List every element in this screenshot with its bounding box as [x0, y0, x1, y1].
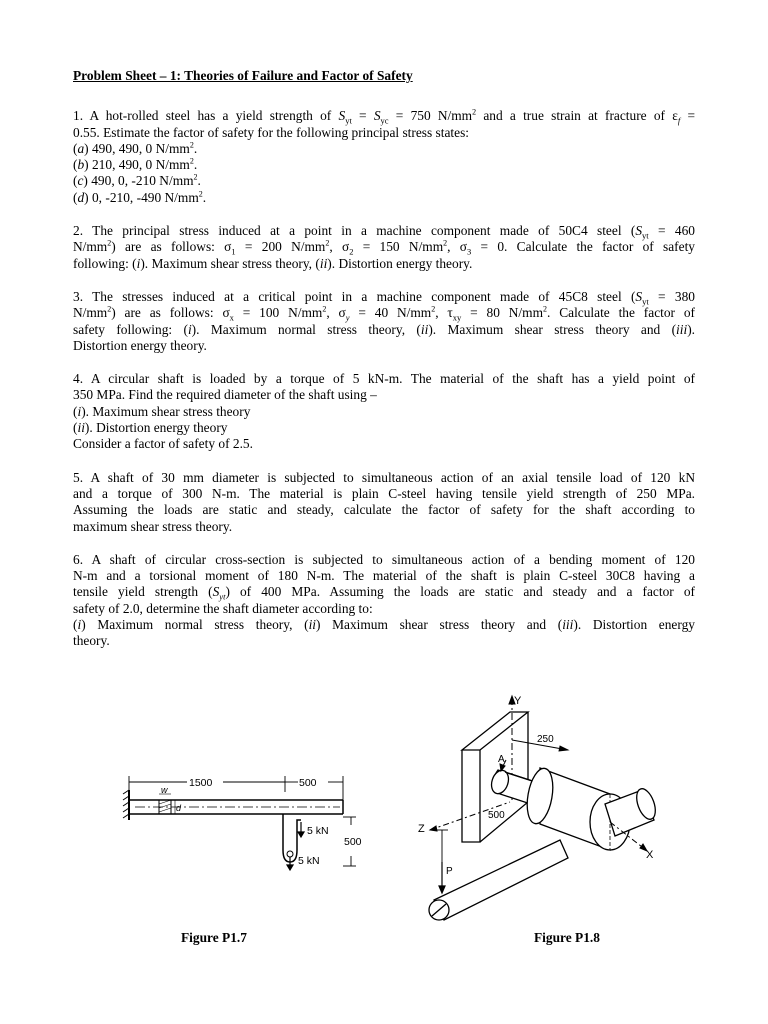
problem-5: 5. A shaft of 30 mm diameter is subjected to simultaneous action of an axial tensile load of 120 kN and a torque of 300 N-m. The material is plain C-steel having tensile yield strength of 250 MPa. Assuming the loads are static and steady, calculate the factor of safety for the shaft according to maximum shear stress theory.: [73, 469, 695, 534]
sheet-title: Problem Sheet – 1: Theories of Failure and Factor of Safety: [73, 68, 413, 83]
lower-shaft: [429, 840, 568, 920]
load-lower-label: 5 kN: [298, 855, 320, 867]
dim-500-top-label: 500: [299, 777, 317, 789]
figure-p1-7-caption: Figure P1.7: [181, 930, 247, 945]
label-w: w: [161, 785, 168, 795]
problem-4: 4. A circular shaft is loaded by a torque of 5 kN-m. The material of the shaft has a yield point of 350 MPa. Find the required diameter of the shaft using – (i). Maximum shear stress theory (ii). Distortion energy theory Consider a factor of safety of 2.5.: [73, 371, 695, 452]
load-p-arrow: [439, 862, 445, 893]
load-upper-label: 5 kN: [307, 825, 329, 837]
problem-1: 1. A hot-rolled steel has a yield strength of $S_{yt} = S_{yc} = 750$ $N/mm^2$ and a true strain at fracture of $\varepsilon_f$ = 0.55. Estimate the factor of safety for the following principal stress states: (a) 490, 490, 0 $N/mm^2$. (b) 210, 490, 0 $N/mm^2$. (c) 490, 0, -210 $N/mm^2$. (d) 0, -210, -490 $N/mm^2$.: [73, 107, 695, 205]
problem-1-item-b: (b) 210, 490, 0 $N/mm^2$.: [73, 156, 198, 173]
dim-1500-label: 1500: [189, 777, 213, 789]
point-a-label: A: [498, 754, 505, 765]
axis-x-label: X: [646, 849, 654, 861]
problem-1-item-c: (c) 490, 0, -210 $N/mm^2$.: [73, 173, 201, 189]
dim-500-side-label: 500: [344, 836, 362, 848]
axis-y-label: Y: [514, 695, 522, 707]
problem-3: 3. The stresses induced at a critical point in a machine component made of 45C8 steel ($S_{yt} = 380$ $N/mm^2$) are as follows: $\sigma_x = 100$ $N/mm^2$, $\sigma_y = 40$ $N/mm^2$, $\tau_{xy} = 80$ $N/mm^2$. Calculate the factor of safety following: (i). Maximum normal stress theory, (ii). Maximum shear stress theory and (iii). Distortion energy theory.: [73, 288, 696, 353]
axis-z-label: Z: [418, 823, 425, 835]
label-d: d: [176, 803, 182, 813]
problem-2: 2. The principal stress induced at a point in a machine component made of 50C4 steel ($S_{yt} = 460$ $N/mm^2$) are as follows: $\sigma_1 = 200$ $N/mm^2$, $\sigma_2 = 150$ $N/mm^2$, $\sigma_3 = 0$. Calculate the factor of safety following: (i). Maximum shear stress theory, (ii). Distortion energy theory.: [73, 223, 695, 271]
section-marker: [159, 794, 175, 814]
problem-6: 6. A shaft of circular cross-section is subjected to simultaneous action of a bending moment of 120 N-m and a torsional moment of 180 N-m. The material of the shaft is plain C-steel 30C8 having a tensile yield strength $(S_{yt})$ of 400 MPa. Assuming the loads are static and steady and a factor of safety of 2.0, determine the shaft diameter according to: (i) Maximum normal stress theory, (ii) Maximum shear stress theory and (iii). Distortion energy theory.: [73, 551, 695, 649]
dim-500-label: 500: [488, 810, 505, 821]
wall-hatch: [123, 790, 129, 820]
figure-p1-8-drawing: [410, 690, 680, 925]
problem-sheet: [73, 68, 695, 667]
figure-p1-8-caption: Figure P1.8: [534, 930, 600, 945]
load-p-label: P: [446, 866, 453, 877]
figure-p1-7-drawing: [115, 770, 370, 880]
dim-250-label: 250: [537, 734, 554, 745]
problem-1-item-d: (d) 0, -210, -490 $N/mm^2$.: [73, 189, 207, 205]
problem-1-item-a: (a) 490, 490, 0 $N/mm^2$.: [73, 140, 198, 156]
